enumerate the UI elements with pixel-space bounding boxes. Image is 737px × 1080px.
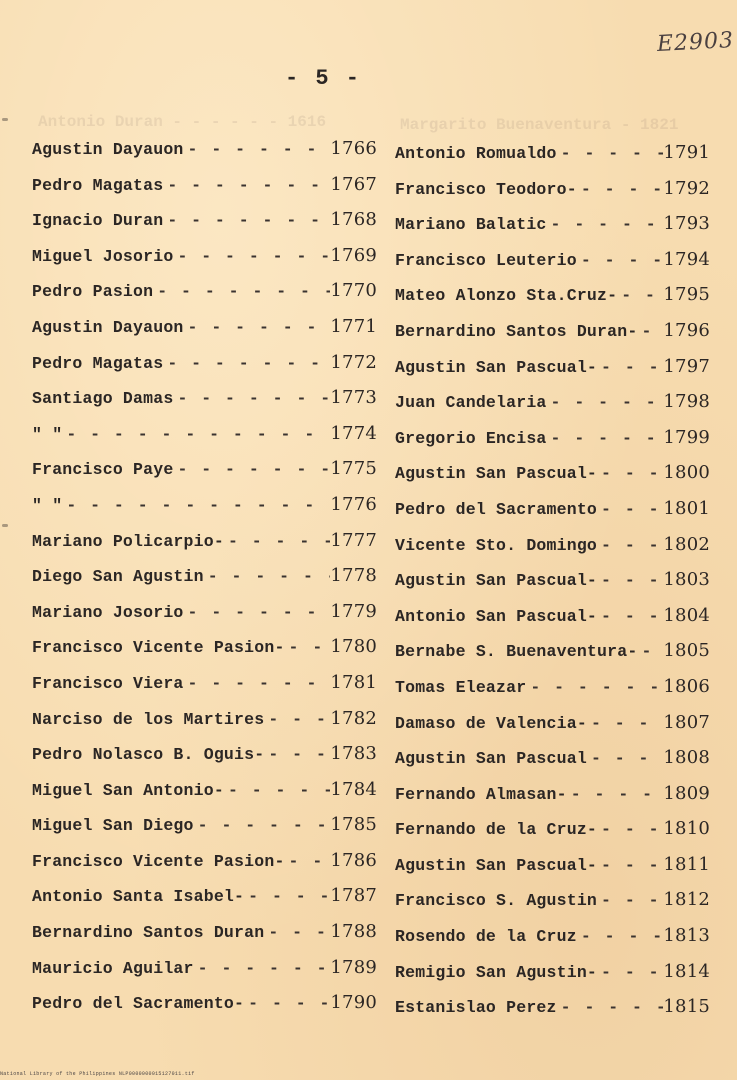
entry-year: 1792 — [663, 177, 710, 199]
dash-leader — [637, 642, 663, 661]
list-item — [32, 423, 377, 459]
dash-leader — [547, 393, 664, 412]
dash-leader — [597, 607, 663, 626]
list-item — [32, 672, 377, 708]
list-item — [395, 747, 710, 783]
entry-name: Rosendo de la Cruz — [395, 927, 577, 947]
dash-leader — [224, 532, 330, 551]
list-item — [32, 814, 377, 850]
dash-leader — [547, 215, 664, 234]
entry-year: 1767 — [330, 173, 377, 195]
entry-year: 1770 — [330, 280, 377, 302]
entry-year: 1778 — [330, 565, 377, 587]
entry-year: 1780 — [330, 636, 377, 658]
entry-name: Tomas Eleazar — [395, 677, 527, 697]
entry-name: Pedro Magatas — [32, 175, 164, 195]
dash-leader — [617, 286, 663, 305]
entry-name: Pedro Magatas — [32, 353, 164, 373]
list-item — [32, 458, 377, 494]
entry-year: 1790 — [330, 992, 377, 1014]
entry-name: Mariano Balatic — [395, 215, 547, 235]
list-item — [32, 921, 377, 957]
list-item — [32, 957, 377, 993]
dash-leader — [597, 963, 663, 982]
list-item — [395, 178, 710, 214]
entry-year: 1801 — [663, 497, 710, 519]
list-item — [32, 245, 377, 281]
entry-year: 1771 — [330, 315, 377, 337]
dash-leader — [173, 247, 330, 266]
list-item — [395, 498, 710, 534]
dash-leader — [224, 781, 330, 800]
entry-year: 1783 — [330, 743, 377, 765]
dash-leader — [264, 923, 330, 942]
list-item — [395, 213, 710, 249]
entry-year: 1788 — [330, 921, 377, 943]
list-item — [32, 138, 377, 174]
entry-name: Antonio Santa Isabel- — [32, 887, 245, 907]
list-item — [395, 356, 710, 392]
dash-leader — [526, 678, 663, 697]
list-item — [32, 174, 377, 210]
entry-name: Vicente Sto. Domingo — [395, 535, 598, 555]
entry-name: Antonio Romualdo — [395, 144, 557, 163]
list-item — [32, 352, 377, 388]
entry-year: 1791 — [663, 142, 710, 163]
entry-name: Francisco Paye — [32, 460, 174, 480]
entry-name: Agustin San Pascual- — [395, 464, 598, 484]
entry-name: Remigio San Agustin- — [395, 962, 598, 982]
list-item — [32, 708, 377, 744]
entry-name: Bernabe S. Buenaventura- — [395, 642, 638, 662]
dash-leader — [547, 429, 664, 448]
entry-name: Francisco S. Agustin — [395, 891, 598, 911]
entry-name: Pedro Nolasco B. Oguis- — [32, 745, 265, 765]
list-item — [395, 640, 710, 676]
list-item — [395, 712, 710, 748]
dash-leader — [577, 251, 664, 270]
entry-year: 1795 — [663, 284, 710, 306]
entry-year: 1794 — [663, 248, 710, 270]
dash-leader — [62, 496, 330, 515]
entry-name: " " — [32, 495, 63, 515]
entry-name: Francisco Leuterio — [395, 250, 577, 270]
entry-name: Narciso de los Martires — [32, 709, 265, 729]
list-item — [395, 925, 710, 961]
archive-footer: National Library of the Philippines NLP0000000015127011.tif — [0, 1071, 195, 1077]
entry-year: 1793 — [663, 213, 710, 235]
entry-year: 1787 — [330, 885, 377, 907]
dash-leader — [285, 852, 331, 871]
dash-leader — [244, 994, 330, 1013]
entry-year: 1782 — [330, 707, 377, 729]
dash-leader — [194, 959, 331, 978]
dash-leader — [194, 816, 331, 835]
entry-name: Mariano Policarpio- — [32, 531, 224, 551]
entry-year: 1786 — [330, 849, 377, 871]
entry-year: 1766 — [330, 138, 377, 159]
entry-year: 1811 — [663, 853, 710, 875]
right-column-list — [395, 142, 710, 1032]
entry-year: 1812 — [663, 889, 710, 911]
entry-name: " " — [32, 424, 63, 444]
entry-year: 1797 — [663, 355, 710, 377]
page-number: - 5 - — [285, 66, 362, 91]
dash-leader — [587, 749, 663, 768]
entry-name: Miguel Josorio — [32, 246, 174, 266]
entry-name: Miguel San Diego — [32, 816, 194, 836]
list-item — [395, 391, 710, 427]
entry-name: Francisco Viera — [32, 673, 184, 693]
dash-leader — [204, 567, 331, 586]
entry-year: 1779 — [330, 600, 377, 622]
page-edge-mark — [2, 524, 8, 527]
list-item — [32, 494, 377, 530]
list-item — [32, 209, 377, 245]
entry-year: 1813 — [663, 925, 710, 947]
entry-name: Pedro Pasion — [32, 282, 154, 302]
dash-leader — [163, 354, 330, 373]
entry-year: 1810 — [663, 818, 710, 840]
list-item — [395, 462, 710, 498]
dash-leader — [557, 998, 664, 1017]
entry-year: 1815 — [663, 996, 710, 1018]
entry-year: 1809 — [663, 782, 710, 804]
dash-leader — [597, 500, 663, 519]
dash-leader — [173, 460, 330, 479]
dash-leader — [153, 282, 330, 301]
entry-name: Antonio San Pascual- — [395, 606, 598, 626]
entry-name: Fernando de la Cruz- — [395, 820, 598, 840]
entry-name: Agustin San Pascual — [395, 749, 587, 769]
left-column-list — [32, 138, 377, 1028]
entry-name: Santiago Damas — [32, 389, 174, 409]
list-item — [395, 961, 710, 997]
page-edge-mark — [2, 118, 8, 121]
list-item — [395, 676, 710, 712]
list-item — [32, 530, 377, 566]
entry-name: Gregorio Encisa — [395, 428, 547, 448]
entry-name: Ignacio Duran — [32, 211, 164, 231]
entry-name: Agustin San Pascual- — [395, 855, 598, 875]
list-item — [32, 850, 377, 886]
dash-leader — [597, 820, 663, 839]
dash-leader — [597, 856, 663, 875]
list-item — [395, 427, 710, 463]
list-item — [395, 818, 710, 854]
entry-year: 1774 — [330, 422, 377, 444]
entry-name: Francisco Vicente Pasion- — [32, 851, 285, 871]
list-item — [395, 142, 710, 178]
entry-year: 1814 — [663, 960, 710, 982]
entry-name: Damaso de Valencia- — [395, 713, 587, 733]
list-item — [395, 569, 710, 605]
list-item — [32, 885, 377, 921]
entry-year: 1807 — [663, 711, 710, 733]
entry-name: Pedro del Sacramento- — [32, 994, 245, 1014]
bleed-through-text-left: Antonio Duran - - - - - - 1616 — [38, 113, 327, 131]
list-item — [32, 743, 377, 779]
entry-name: Estanislao Perez — [395, 998, 557, 1018]
dash-leader — [184, 674, 331, 693]
entry-year: 1799 — [663, 426, 710, 448]
entry-name: Agustin San Pascual- — [395, 571, 598, 591]
entry-name: Fernando Almasan- — [395, 784, 567, 804]
list-item — [32, 779, 377, 815]
list-item — [32, 565, 377, 601]
dash-leader — [597, 536, 663, 555]
dash-leader — [597, 358, 663, 377]
entry-name: Mateo Alonzo Sta.Cruz- — [395, 286, 618, 306]
entry-year: 1772 — [330, 351, 377, 373]
list-item — [32, 280, 377, 316]
dash-leader — [557, 144, 664, 163]
entry-name: Diego San Agustin — [32, 567, 204, 587]
dash-leader — [163, 211, 330, 230]
list-item — [395, 249, 710, 285]
entry-year: 1785 — [330, 814, 377, 836]
entry-year: 1806 — [663, 675, 710, 697]
entry-name: Miguel San Antonio- — [32, 780, 224, 800]
dash-leader — [264, 710, 330, 729]
entry-year: 1804 — [663, 604, 710, 626]
list-item — [395, 534, 710, 570]
dash-leader — [163, 176, 330, 195]
list-item — [395, 605, 710, 641]
entry-name: Agustin San Pascual- — [395, 357, 598, 377]
list-item — [32, 316, 377, 352]
entry-year: 1808 — [663, 747, 710, 769]
list-item — [32, 387, 377, 423]
list-item — [395, 889, 710, 925]
list-item — [32, 992, 377, 1028]
dash-leader — [587, 714, 663, 733]
entry-name: Bernardino Santos Duran — [32, 923, 265, 943]
dash-leader — [184, 603, 331, 622]
dash-leader — [577, 180, 664, 199]
entry-name: Agustin Dayauon — [32, 317, 184, 337]
entry-year: 1789 — [330, 956, 377, 978]
entry-year: 1781 — [330, 671, 377, 693]
entry-name: Francisco Teodoro- — [395, 179, 577, 199]
bleed-through-text-right: Margarito Buenaventura - 1821 — [400, 116, 679, 134]
entry-year: 1775 — [330, 458, 377, 480]
list-item — [32, 601, 377, 637]
list-item — [395, 854, 710, 890]
dash-leader — [567, 785, 664, 804]
dash-leader — [597, 464, 663, 483]
dash-leader — [173, 389, 330, 408]
dash-leader — [244, 887, 330, 906]
list-item — [395, 996, 710, 1032]
entry-name: Agustin Dayauon — [32, 140, 184, 159]
entry-year: 1773 — [330, 387, 377, 409]
list-item — [395, 783, 710, 819]
entry-name: Francisco Vicente Pasion- — [32, 638, 285, 658]
dash-leader — [62, 425, 330, 444]
entry-name: Pedro del Sacramento — [395, 499, 598, 519]
entry-name: Bernardino Santos Duran- — [395, 321, 638, 341]
entry-name: Mariano Josorio — [32, 602, 184, 622]
entry-year: 1777 — [330, 529, 377, 551]
dash-leader — [184, 318, 331, 337]
dash-leader — [285, 638, 331, 657]
entry-year: 1800 — [663, 462, 710, 484]
entry-year: 1802 — [663, 533, 710, 555]
list-item — [395, 320, 710, 356]
list-item — [395, 284, 710, 320]
entry-year: 1768 — [330, 209, 377, 231]
list-item — [32, 636, 377, 672]
dash-leader — [577, 927, 664, 946]
entry-year: 1769 — [330, 244, 377, 266]
entry-year: 1796 — [663, 319, 710, 341]
dash-leader — [597, 571, 663, 590]
entry-name: Mauricio Aguilar — [32, 958, 194, 978]
handwritten-reference-number: E2903 — [656, 28, 735, 57]
entry-year: 1805 — [663, 640, 710, 662]
entry-year: 1776 — [330, 493, 377, 515]
entry-year: 1784 — [330, 778, 377, 800]
entry-name: Juan Candelaria — [395, 393, 547, 413]
dash-leader — [264, 745, 330, 764]
entry-year: 1798 — [663, 391, 710, 413]
entry-year: 1803 — [663, 569, 710, 591]
dash-leader — [597, 891, 663, 910]
dash-leader — [184, 140, 331, 159]
dash-leader — [637, 322, 663, 341]
